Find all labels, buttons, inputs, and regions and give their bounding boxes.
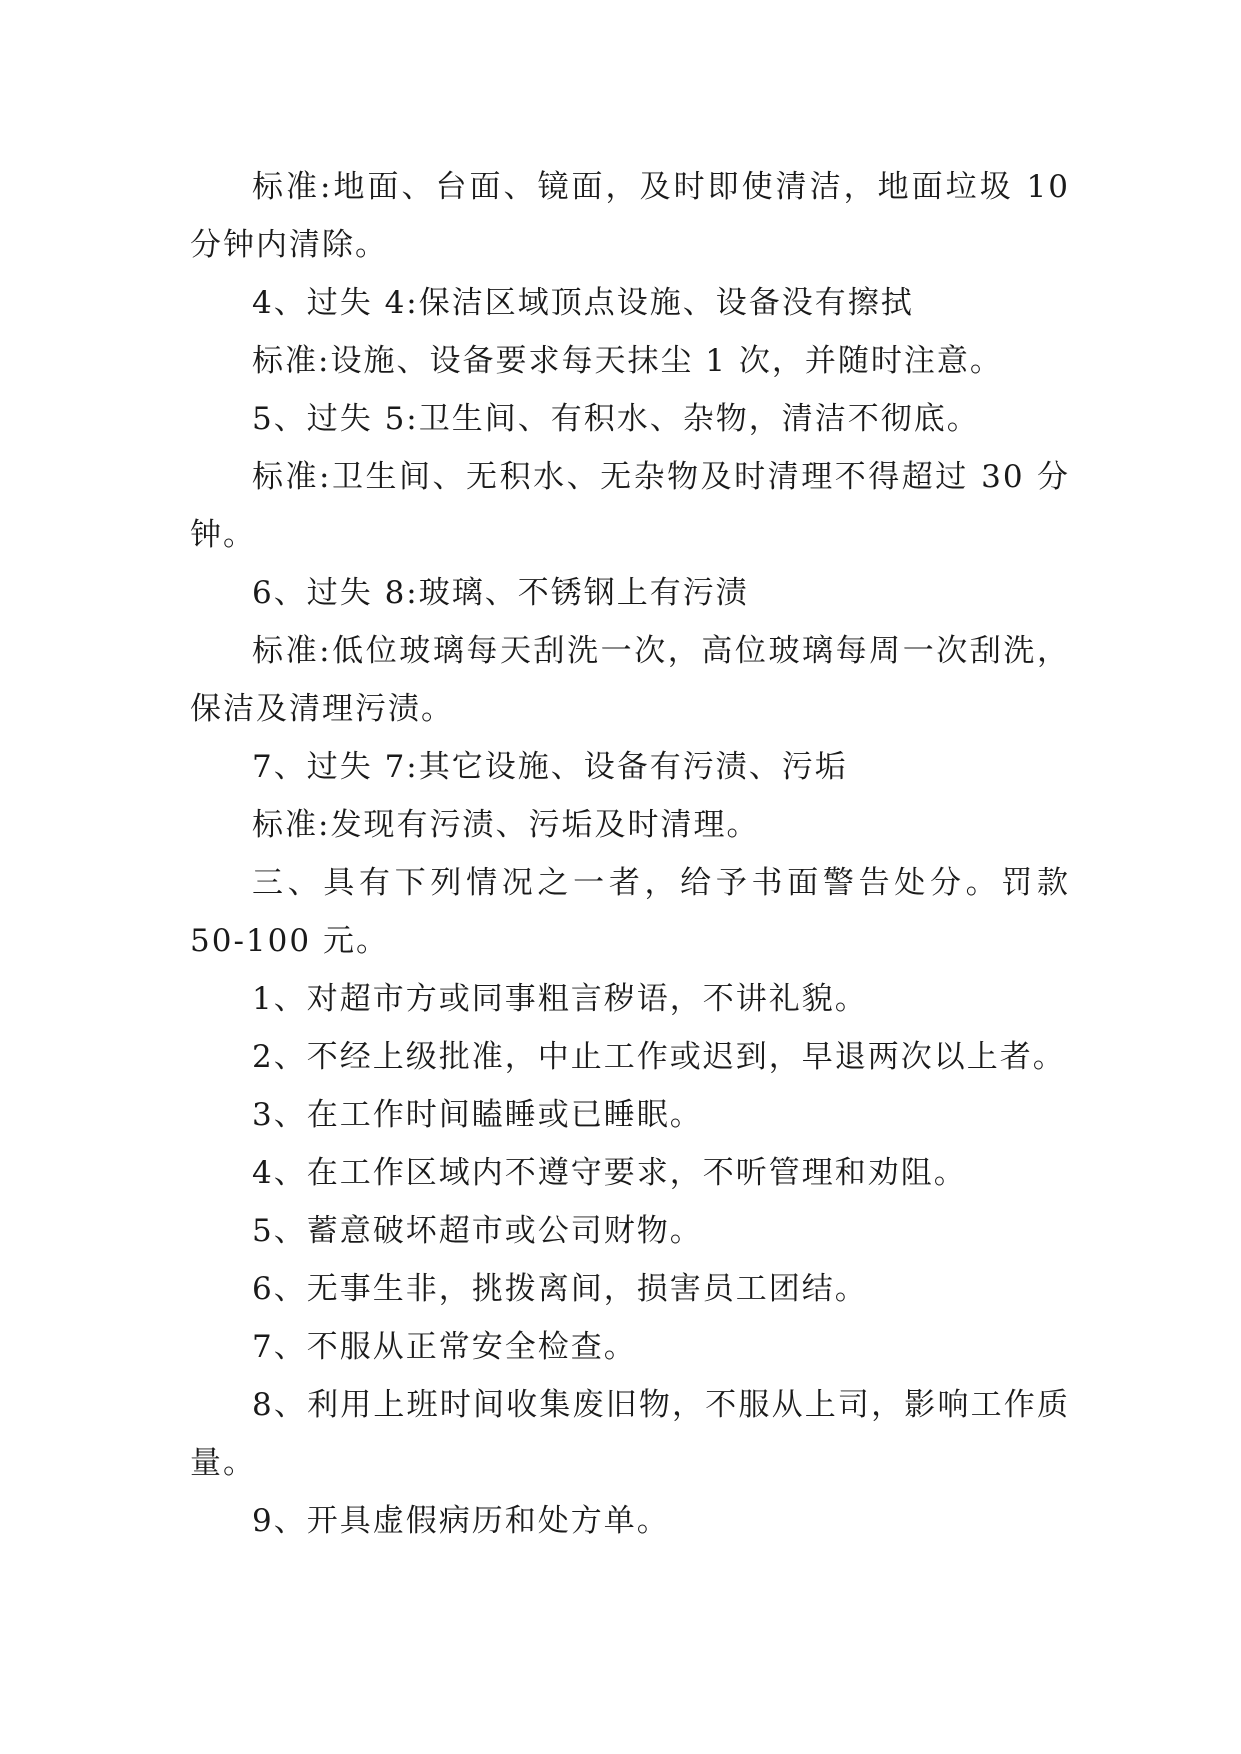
paragraph-standard-glass: 标准:低位玻璃每天刮洗一次，高位玻璃每周一次刮洗，保洁及清理污渍。 [190,633,1070,727]
list-item-1: 1、对超市方或同事粗言秽语，不讲礼貌。 [252,981,868,1017]
list-item-4: 4、在工作区域内不遵守要求，不听管理和劝阻。 [252,1155,967,1191]
paragraph-fault-8: 6、过失 8:玻璃、不锈钢上有污渍 [252,575,749,611]
paragraph-fault-4: 4、过失 4:保洁区域顶点设施、设备没有擦拭 [252,285,914,321]
paragraph-standard-facilities: 标准:设施、设备要求每天抹尘 1 次，并随时注意。 [252,343,1003,379]
document-body [190,158,1070,1550]
list-item-5: 5、蓄意破坏超市或公司财物。 [252,1213,703,1249]
list-item-2: 2、不经上级批准，中止工作或迟到，早退两次以上者。 [252,1039,1066,1075]
paragraph-standard-stains: 标准:发现有污渍、污垢及时清理。 [252,807,760,843]
paragraph-fault-7: 7、过失 7:其它设施、设备有污渍、污垢 [252,749,848,785]
section-heading-written-warning: 三、具有下列情况之一者，给予书面警告处分。罚款 50-100 元。 [190,865,1070,959]
list-item-8: 8、利用上班时间收集废旧物，不服从上司，影响工作质量。 [190,1387,1070,1481]
paragraph-fault-5: 5、过失 5:卫生间、有积水、杂物，清洁不彻底。 [252,401,980,437]
paragraph-standard-restroom: 标准:卫生间、无积水、无杂物及时清理不得超过 30 分钟。 [190,459,1070,553]
list-item-3: 3、在工作时间瞌睡或已睡眠。 [252,1097,703,1133]
list-item-9: 9、开具虚假病历和处方单。 [252,1503,670,1539]
paragraph-standard-floor: 标准:地面、台面、镜面，及时即使清洁，地面垃圾 10 分钟内清除。 [190,169,1070,263]
list-item-7: 7、不服从正常安全检查。 [252,1329,637,1365]
list-item-6: 6、无事生非，挑拨离间，损害员工团结。 [252,1271,868,1307]
